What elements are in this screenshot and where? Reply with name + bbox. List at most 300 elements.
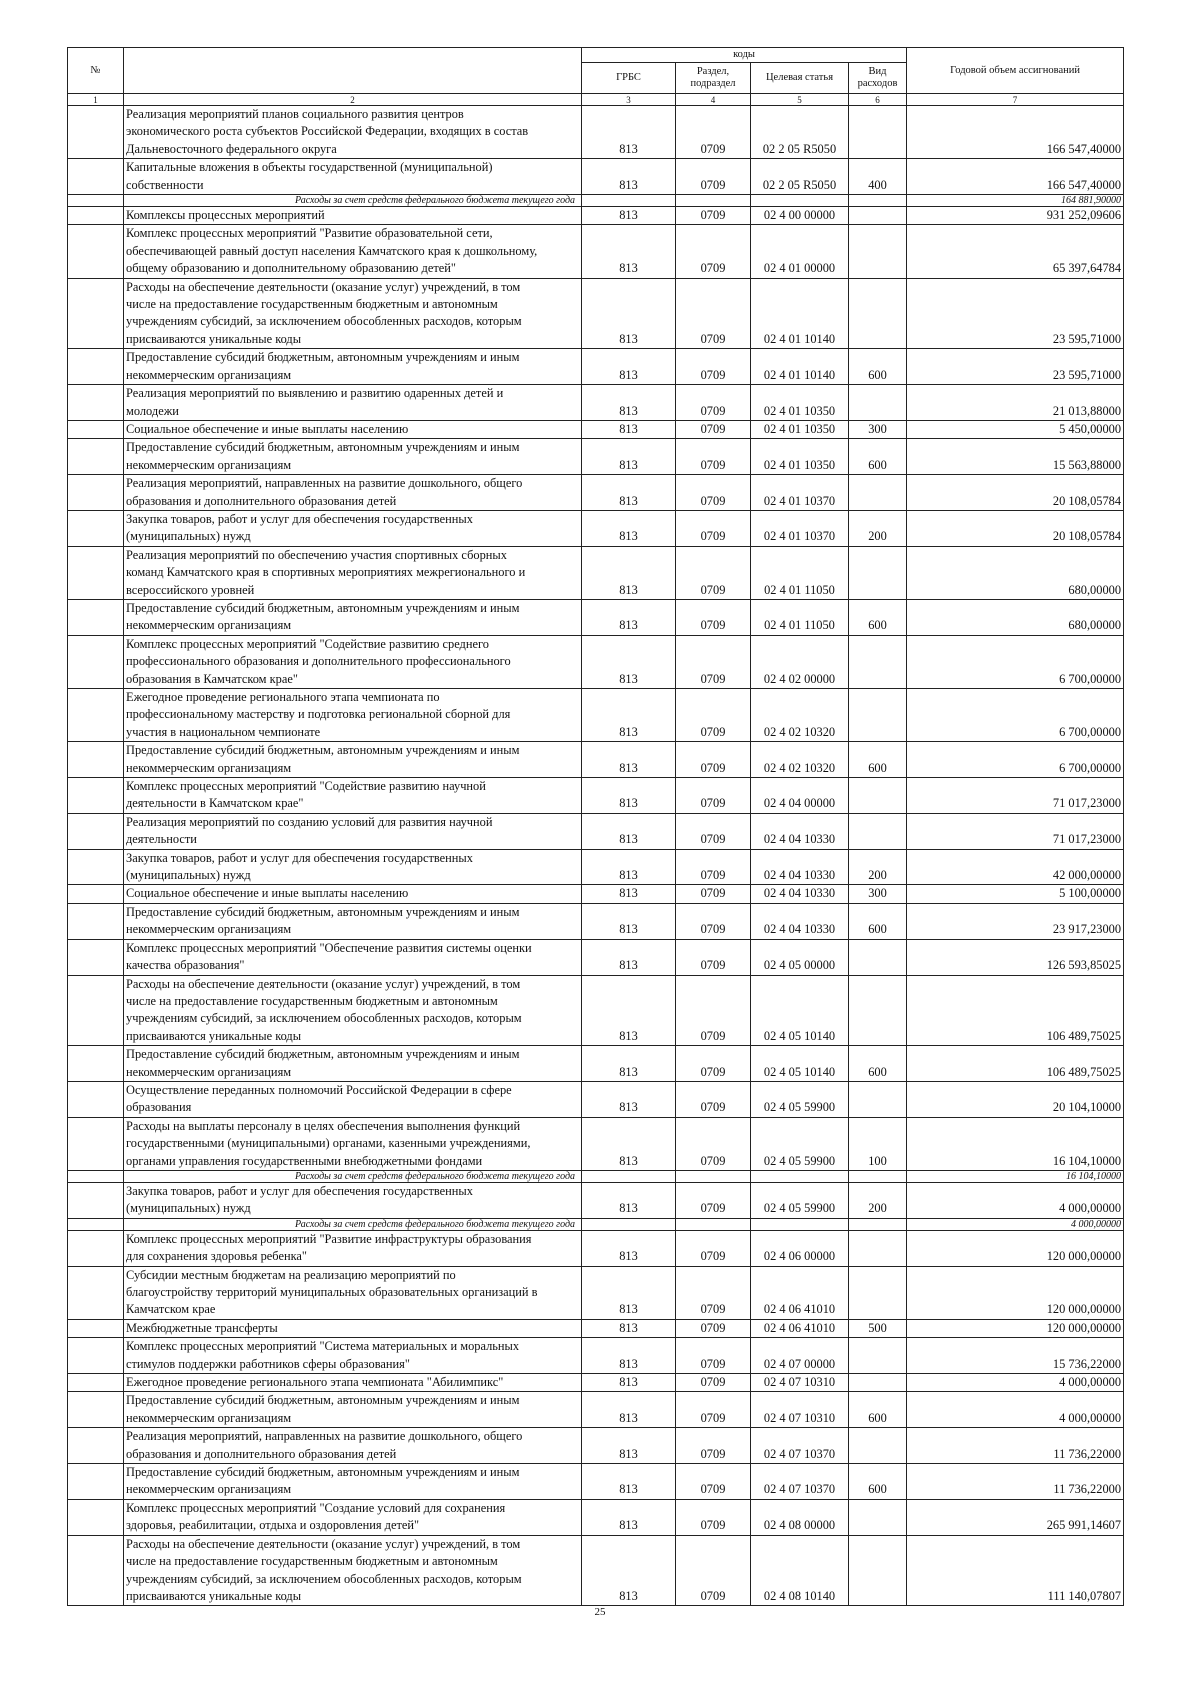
row-name-cell [124, 1428, 582, 1464]
target-cell: 02 4 07 10310 [751, 1374, 849, 1392]
section-cell: 0709 [676, 225, 751, 278]
row-name-cell [124, 1218, 582, 1230]
type-cell [849, 635, 907, 688]
type-cell [849, 1338, 907, 1374]
grbs-cell: 813 [582, 510, 676, 546]
row-name-cell [124, 1464, 582, 1500]
type-cell [849, 195, 907, 207]
section-cell: 0709 [676, 1338, 751, 1374]
row-name-cell [124, 475, 582, 511]
section-cell: 0709 [676, 1319, 751, 1337]
row-name-line: Реализация мероприятий по созданию условий для развития научной [126, 814, 493, 829]
grbs-cell: 813 [582, 225, 676, 278]
grbs-cell: 813 [582, 742, 676, 778]
row-number-cell [68, 742, 124, 778]
row-name-line: Предоставление субсидий бюджетным, автономным учреждениям и иным [126, 1047, 520, 1062]
row-name-line: Расходы за счет средств федерального бюджета текущего года [295, 195, 575, 207]
type-cell [849, 813, 907, 849]
row-name-line: Комплекс процессных мероприятий "Развитие образовательной сети, [126, 226, 493, 241]
section-cell: 0709 [676, 1535, 751, 1606]
row-name-line: для сохранения здоровья ребенка" [126, 1249, 307, 1264]
section-cell: 0709 [676, 546, 751, 599]
row-name-line: Предоставление субсидий бюджетным, автономным учреждениям и иным [126, 1393, 520, 1408]
row-name-cell [124, 225, 582, 278]
grbs-cell: 813 [582, 903, 676, 939]
row-name-cell [124, 1499, 582, 1535]
row-name-line: Ежегодное проведение регионального этапа чемпионата "Абилимпикс" [126, 1375, 504, 1390]
grbs-cell: 813 [582, 1319, 676, 1337]
table-row [68, 106, 1124, 159]
row-name-line: здоровья, реабилитации, отдыха и оздоровления детей" [126, 1518, 420, 1533]
grbs-cell: 813 [582, 278, 676, 349]
grbs-cell: 813 [582, 939, 676, 975]
type-cell [849, 689, 907, 742]
row-name-line: некоммерческим организациям [126, 618, 292, 633]
row-name-line: некоммерческим организациям [126, 1064, 292, 1079]
row-name-line: участия в национальном чемпионате [126, 724, 321, 739]
amount-cell: 6 700,00000 [907, 689, 1124, 742]
row-name-line: Межбюджетные трансферты [126, 1320, 278, 1335]
row-number-cell [68, 1117, 124, 1170]
table-row [68, 885, 1124, 903]
header-column-numbers [68, 94, 1124, 106]
row-name-line: Комплекс процессных мероприятий "Система материальных и моральных [126, 1339, 520, 1354]
amount-cell: 680,00000 [907, 599, 1124, 635]
row-name-line: присваиваются уникальные коды [126, 1028, 302, 1043]
row-name-line: Дальневосточного федерального округа [126, 141, 337, 156]
type-cell [849, 975, 907, 1046]
amount-cell: 21 013,88000 [907, 385, 1124, 421]
amount-cell: 23 595,71000 [907, 349, 1124, 385]
amount-cell: 4 000,00000 [907, 1182, 1124, 1218]
row-name-line: Комплекс процессных мероприятий "Обеспечение развития системы оценки [126, 940, 532, 955]
target-cell: 02 4 01 11050 [751, 546, 849, 599]
target-cell: 02 4 00 00000 [751, 207, 849, 225]
row-number-cell [68, 159, 124, 195]
row-number-cell [68, 278, 124, 349]
row-number-cell [68, 195, 124, 207]
target-cell: 02 4 06 00000 [751, 1230, 849, 1266]
row-name-line: Закупка товаров, работ и услуг для обеспечения государственных [126, 850, 473, 865]
row-name-line: Расходы за счет средств федерального бюджета текущего года [295, 1170, 575, 1182]
target-cell: 02 4 04 10330 [751, 813, 849, 849]
header-amount: Годовой объем ассигнований [907, 48, 1124, 94]
row-name-cell [124, 1374, 582, 1392]
row-number-cell [68, 385, 124, 421]
row-name-line: деятельности в Камчатском крае" [126, 796, 304, 811]
table-row [68, 1499, 1124, 1535]
row-name-line: молодежи [126, 403, 179, 418]
section-cell: 0709 [676, 939, 751, 975]
row-number-cell [68, 885, 124, 903]
row-number-cell [68, 689, 124, 742]
section-cell: 0709 [676, 475, 751, 511]
grbs-cell: 813 [582, 1182, 676, 1218]
table-row [68, 1117, 1124, 1170]
note-row [68, 1170, 1124, 1182]
row-name-cell [124, 385, 582, 421]
row-name-line: Закупка товаров, работ и услуг для обеспечения государственных [126, 511, 473, 526]
grbs-cell: 813 [582, 349, 676, 385]
table-row [68, 1392, 1124, 1428]
table-row [68, 1374, 1124, 1392]
row-name-line: качества образования" [126, 958, 245, 973]
row-number-cell [68, 1266, 124, 1319]
row-number-cell [68, 1170, 124, 1182]
row-name-line: Расходы на выплаты персоналу в целях обеспечения выполнения функций [126, 1118, 521, 1133]
row-name-cell [124, 207, 582, 225]
section-cell: 0709 [676, 635, 751, 688]
row-number-cell [68, 1499, 124, 1535]
section-cell: 0709 [676, 903, 751, 939]
grbs-cell: 813 [582, 420, 676, 438]
row-name-line: образования в Камчатском крае" [126, 671, 298, 686]
row-number-cell [68, 1319, 124, 1337]
type-cell: 600 [849, 599, 907, 635]
section-cell: 0709 [676, 278, 751, 349]
table-row [68, 1428, 1124, 1464]
row-name-line: Реализация мероприятий, направленных на развитие дошкольного, общего [126, 1429, 523, 1444]
row-name-line: Расходы на обеспечение деятельности (оказание услуг) учреждений, в том [126, 279, 521, 294]
row-name-cell [124, 1266, 582, 1319]
amount-cell: 5 100,00000 [907, 885, 1124, 903]
type-cell [849, 778, 907, 814]
section-cell: 0709 [676, 1046, 751, 1082]
target-cell: 02 4 08 00000 [751, 1499, 849, 1535]
row-name-cell [124, 1081, 582, 1117]
type-cell: 600 [849, 1392, 907, 1428]
section-cell [676, 1218, 751, 1230]
table-row [68, 420, 1124, 438]
target-cell: 02 4 07 00000 [751, 1338, 849, 1374]
row-number-cell [68, 939, 124, 975]
row-name-cell [124, 939, 582, 975]
col-number: 3 [582, 94, 676, 106]
target-cell: 02 4 04 10330 [751, 885, 849, 903]
target-cell: 02 4 01 10370 [751, 510, 849, 546]
amount-cell: 111 140,07807 [907, 1535, 1124, 1606]
row-number-cell [68, 1182, 124, 1218]
row-name-line: некоммерческим организациям [126, 922, 292, 937]
grbs-cell: 813 [582, 975, 676, 1046]
grbs-cell: 813 [582, 689, 676, 742]
table-row [68, 742, 1124, 778]
row-name-cell [124, 1046, 582, 1082]
table-row [68, 1464, 1124, 1500]
row-name-line: Расходы на обеспечение деятельности (оказание услуг) учреждений, в том [126, 1536, 521, 1551]
amount-cell: 20 108,05784 [907, 475, 1124, 511]
row-name-line: образования и дополнительного образования детей [126, 1446, 397, 1461]
type-cell [849, 1535, 907, 1606]
amount-cell: 71 017,23000 [907, 813, 1124, 849]
amount-cell: 120 000,00000 [907, 1319, 1124, 1337]
table-row [68, 975, 1124, 1046]
section-cell: 0709 [676, 1428, 751, 1464]
amount-cell: 164 881,90000 [907, 195, 1124, 207]
amount-cell: 15 736,22000 [907, 1338, 1124, 1374]
type-cell [849, 207, 907, 225]
target-cell: 02 4 02 00000 [751, 635, 849, 688]
target-cell: 02 2 05 R5050 [751, 106, 849, 159]
row-number-cell [68, 903, 124, 939]
target-cell [751, 195, 849, 207]
row-name-cell [124, 546, 582, 599]
section-cell: 0709 [676, 1117, 751, 1170]
section-cell: 0709 [676, 1081, 751, 1117]
row-name-line: (муниципальных) нужд [126, 529, 251, 544]
row-name-line: некоммерческим организациям [126, 1410, 292, 1425]
amount-cell: 166 547,40000 [907, 106, 1124, 159]
row-name-line: Комплексы процессных мероприятий [126, 208, 325, 223]
type-cell [849, 385, 907, 421]
table-row [68, 1338, 1124, 1374]
row-name-line: благоустройству территорий муниципальных образовательных организаций в [126, 1285, 538, 1299]
header-section: Раздел, подраздел [676, 63, 751, 94]
type-cell [849, 1499, 907, 1535]
section-cell: 0709 [676, 1464, 751, 1500]
row-name-line: профессиональному мастерству и подготовка региональной сборной для [126, 707, 511, 722]
row-name-line: некоммерческим организациям [126, 1482, 292, 1497]
type-cell [849, 1170, 907, 1182]
row-name-line: команд Камчатского края в спортивных мероприятиях межрегионального и [126, 565, 526, 580]
grbs-cell [582, 1218, 676, 1230]
section-cell: 0709 [676, 1182, 751, 1218]
section-cell: 0709 [676, 1266, 751, 1319]
row-number-cell [68, 635, 124, 688]
section-cell: 0709 [676, 742, 751, 778]
table-row [68, 1182, 1124, 1218]
row-number-cell [68, 778, 124, 814]
section-cell: 0709 [676, 439, 751, 475]
type-cell: 200 [849, 1182, 907, 1218]
row-name-cell [124, 1182, 582, 1218]
table-row [68, 439, 1124, 475]
table-row [68, 903, 1124, 939]
header-num: № [68, 48, 124, 94]
row-name-cell [124, 439, 582, 475]
section-cell: 0709 [676, 159, 751, 195]
target-cell: 02 4 01 10370 [751, 475, 849, 511]
table-row [68, 278, 1124, 349]
col-number: 5 [751, 94, 849, 106]
type-cell: 200 [849, 849, 907, 885]
row-name-cell [124, 1319, 582, 1337]
target-cell: 02 4 04 10330 [751, 903, 849, 939]
section-cell: 0709 [676, 885, 751, 903]
section-cell: 0709 [676, 420, 751, 438]
type-cell [849, 278, 907, 349]
grbs-cell: 813 [582, 849, 676, 885]
row-name-line: Предоставление субсидий бюджетным, автономным учреждениям и иным [126, 440, 520, 455]
target-cell: 02 4 07 10370 [751, 1428, 849, 1464]
col-number: 4 [676, 94, 751, 106]
target-cell: 02 4 08 10140 [751, 1535, 849, 1606]
target-cell: 02 4 01 10140 [751, 349, 849, 385]
row-name-cell [124, 903, 582, 939]
amount-cell: 42 000,00000 [907, 849, 1124, 885]
amount-cell: 71 017,23000 [907, 778, 1124, 814]
row-name-line: Предоставление субсидий бюджетным, автономным учреждениям и иным [126, 1465, 520, 1480]
row-number-cell [68, 1392, 124, 1428]
page-number: 25 [594, 1606, 606, 1618]
table-row [68, 475, 1124, 511]
type-cell [849, 1428, 907, 1464]
row-name-line: Закупка товаров, работ и услуг для обеспечения государственных [126, 1183, 473, 1198]
header-type: Вид расходов [849, 63, 907, 94]
section-cell: 0709 [676, 207, 751, 225]
section-cell: 0709 [676, 1499, 751, 1535]
row-name-line: учреждениям субсидий, за исключением обособленных расходов, которым [126, 1011, 522, 1026]
col-number: 7 [907, 94, 1124, 106]
row-name-cell [124, 813, 582, 849]
table-row [68, 635, 1124, 688]
row-name-cell [124, 1392, 582, 1428]
grbs-cell: 813 [582, 635, 676, 688]
row-name-line: Реализация мероприятий, направленных на развитие дошкольного, общего [126, 476, 523, 491]
target-cell: 02 4 04 10330 [751, 849, 849, 885]
row-name-line: Комплекс процессных мероприятий "Содействие развитию среднего [126, 636, 489, 651]
row-number-cell [68, 975, 124, 1046]
target-cell: 02 4 05 59900 [751, 1117, 849, 1170]
amount-cell: 6 700,00000 [907, 742, 1124, 778]
section-cell: 0709 [676, 1374, 751, 1392]
table-row [68, 385, 1124, 421]
row-name-line: Социальное обеспечение и иные выплаты населению [126, 421, 409, 436]
amount-cell: 4 000,00000 [907, 1392, 1124, 1428]
row-number-cell [68, 1428, 124, 1464]
target-cell: 02 4 06 41010 [751, 1266, 849, 1319]
amount-cell: 4 000,00000 [907, 1218, 1124, 1230]
note-row [68, 1218, 1124, 1230]
grbs-cell: 813 [582, 778, 676, 814]
type-cell: 600 [849, 1046, 907, 1082]
type-cell [849, 1266, 907, 1319]
type-cell: 600 [849, 349, 907, 385]
row-name-line: образования [126, 1100, 192, 1115]
row-number-cell [68, 1338, 124, 1374]
section-cell: 0709 [676, 975, 751, 1046]
row-name-line: Предоставление субсидий бюджетным, автономным учреждениям и иным [126, 600, 520, 615]
row-name-line: Ежегодное проведение регионального этапа чемпионата по [126, 690, 440, 704]
row-name-line: некоммерческим организациям [126, 457, 292, 472]
row-number-cell [68, 420, 124, 438]
row-name-cell [124, 159, 582, 195]
row-number-cell [68, 349, 124, 385]
row-name-line: Предоставление субсидий бюджетным, автономным учреждениям и иным [126, 350, 520, 365]
type-cell: 300 [849, 420, 907, 438]
row-name-line: Реализация мероприятий по обеспечению участия спортивных сборных [126, 547, 507, 562]
target-cell: 02 4 02 10320 [751, 742, 849, 778]
type-cell [849, 546, 907, 599]
table-row [68, 689, 1124, 742]
row-name-cell [124, 635, 582, 688]
target-cell: 02 4 01 10350 [751, 439, 849, 475]
target-cell: 02 4 01 10350 [751, 420, 849, 438]
row-name-cell [124, 742, 582, 778]
target-cell: 02 4 01 10350 [751, 385, 849, 421]
target-cell: 02 4 05 59900 [751, 1081, 849, 1117]
target-cell: 02 4 07 10310 [751, 1392, 849, 1428]
type-cell: 200 [849, 510, 907, 546]
grbs-cell: 813 [582, 813, 676, 849]
amount-cell: 106 489,75025 [907, 1046, 1124, 1082]
row-name-line: (муниципальных) нужд [126, 868, 251, 883]
row-name-line: профессионального образования и дополнительного профессионального [126, 654, 511, 669]
header-row-1 [68, 48, 1124, 63]
grbs-cell: 813 [582, 106, 676, 159]
col-number: 1 [68, 94, 124, 106]
row-name-line: Комплекс процессных мероприятий "Развитие инфраструктуры образования [126, 1231, 532, 1246]
row-name-cell [124, 975, 582, 1046]
grbs-cell: 813 [582, 1464, 676, 1500]
target-cell: 02 4 02 10320 [751, 689, 849, 742]
row-number-cell [68, 1081, 124, 1117]
row-number-cell [68, 106, 124, 159]
grbs-cell: 813 [582, 599, 676, 635]
row-name-line: Комплекс процессных мероприятий "Содействие развитию научной [126, 779, 486, 794]
type-cell: 500 [849, 1319, 907, 1337]
row-name-line: Реализация мероприятий планов социального развития центров [126, 107, 464, 121]
grbs-cell: 813 [582, 1428, 676, 1464]
table-row [68, 849, 1124, 885]
target-cell [751, 1170, 849, 1182]
target-cell: 02 4 06 41010 [751, 1319, 849, 1337]
row-name-cell [124, 778, 582, 814]
table-row [68, 1046, 1124, 1082]
header-grbs: ГРБС [582, 63, 676, 94]
grbs-cell: 813 [582, 1499, 676, 1535]
type-cell: 600 [849, 903, 907, 939]
amount-cell: 265 991,14607 [907, 1499, 1124, 1535]
row-name-cell [124, 510, 582, 546]
row-name-line: Расходы за счет средств федерального бюджета текущего года [295, 1218, 575, 1230]
table-body [68, 106, 1124, 1606]
grbs-cell: 813 [582, 1535, 676, 1606]
section-cell: 0709 [676, 813, 751, 849]
budget-table [67, 47, 1124, 1606]
grbs-cell: 813 [582, 207, 676, 225]
table-row [68, 546, 1124, 599]
row-name-line: числе на предоставление государственным бюджетным и автономным [126, 1554, 498, 1569]
row-name-line: учреждениям субсидий, за исключением обособленных расходов, которым [126, 1571, 522, 1586]
grbs-cell: 813 [582, 159, 676, 195]
header-name [124, 48, 582, 94]
row-name-line: общему образованию и дополнительному образованию детей" [126, 261, 456, 276]
grbs-cell: 813 [582, 1230, 676, 1266]
row-name-line: Осуществление переданных полномочий Российской Федерации в сфере [126, 1082, 512, 1097]
grbs-cell: 813 [582, 385, 676, 421]
type-cell [849, 106, 907, 159]
grbs-cell: 813 [582, 1117, 676, 1170]
type-cell [849, 475, 907, 511]
row-number-cell [68, 1464, 124, 1500]
section-cell: 0709 [676, 689, 751, 742]
row-name-cell [124, 349, 582, 385]
header-target: Целевая статья [751, 63, 849, 94]
row-name-line: учреждениям субсидий, за исключением обособленных расходов, которым [126, 314, 522, 329]
grbs-cell: 813 [582, 475, 676, 511]
type-cell: 600 [849, 1464, 907, 1500]
amount-cell: 20 108,05784 [907, 510, 1124, 546]
type-cell: 600 [849, 742, 907, 778]
row-number-cell [68, 849, 124, 885]
row-name-cell [124, 849, 582, 885]
amount-cell: 106 489,75025 [907, 975, 1124, 1046]
row-name-line: образования и дополнительного образования детей [126, 493, 397, 508]
grbs-cell: 813 [582, 1046, 676, 1082]
target-cell [751, 1218, 849, 1230]
section-cell: 0709 [676, 385, 751, 421]
